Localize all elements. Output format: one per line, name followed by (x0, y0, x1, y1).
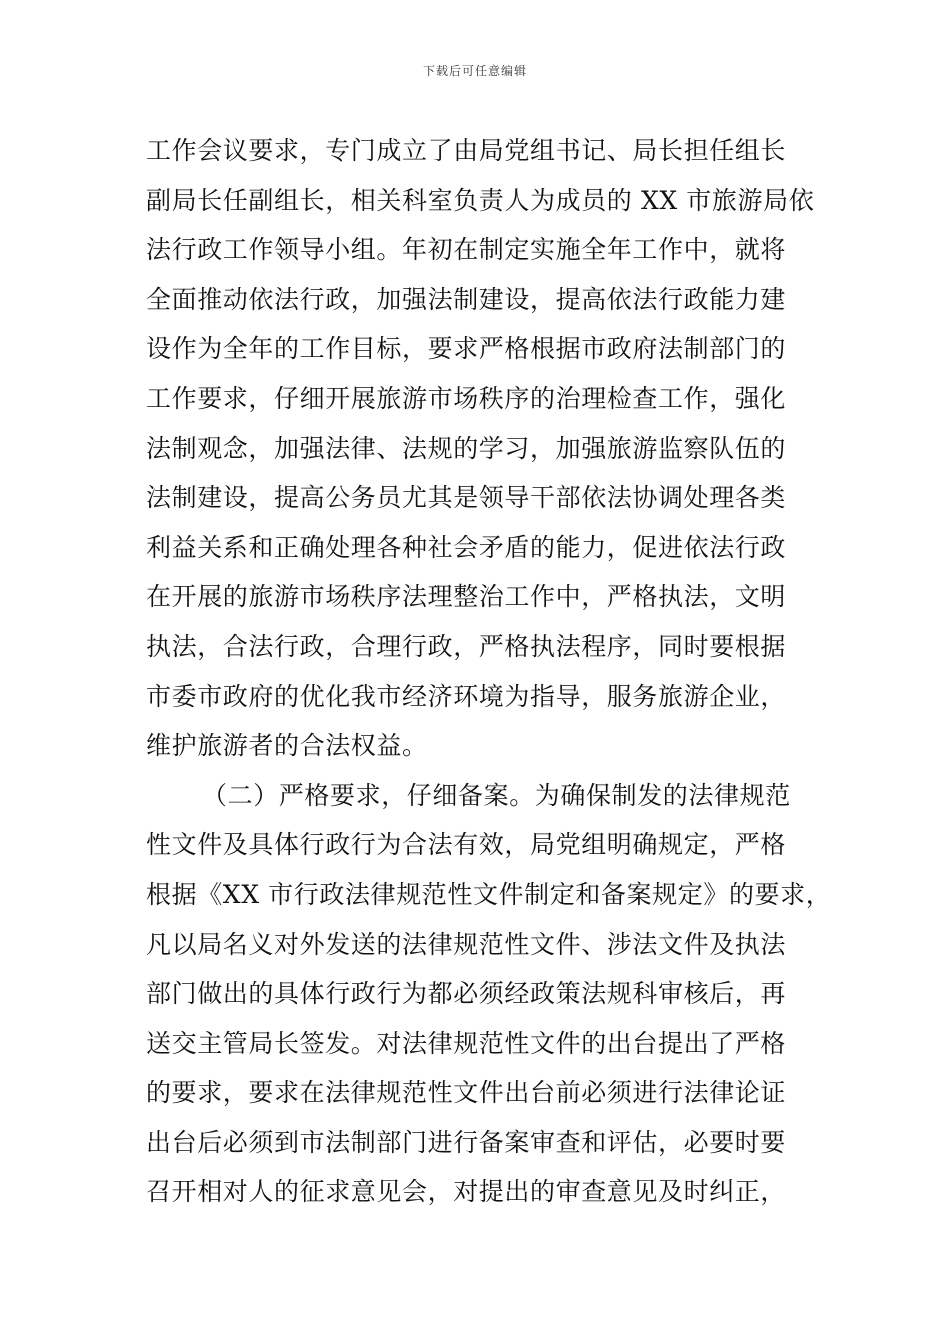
text-line: 利益关系和正确处理各种社会矛盾的能力，促进依法行政 (146, 532, 787, 562)
text-line: 送交主管局长签发。对法律规范性文件的出台提出了严格 (146, 1028, 787, 1058)
text-line: 工作要求，仔细开展旅游市场秩序的治理检查工作，强化 (146, 383, 787, 413)
text-line: 法制建设，提高公务员尤其是领导干部依法协调处理各类 (146, 483, 787, 513)
text-line: 维护旅游者的合法权益。 (146, 731, 428, 761)
text-line: 设作为全年的工作目标，要求严格根据市政府法制部门的 (146, 334, 787, 364)
document-body (146, 126, 832, 1217)
text-line: 法制观念，加强法律、法规的学习，加强旅游监察队伍的 (146, 433, 787, 463)
section-heading-line: （二）严格要求，仔细备案。为确保制发的法律规范 (202, 780, 791, 810)
text-line: 的要求，要求在法律规范性文件出台前必须进行法律论证 (146, 1078, 787, 1108)
text-line: 市委市政府的优化我市经济环境为指导，服务旅游企业， (146, 681, 787, 711)
text-line: 性文件及具体行政行为合法有效，局党组明确规定，严格 (146, 830, 787, 860)
text-line: 全面推动依法行政，加强法制建设，提高依法行政能力建 (146, 284, 787, 314)
text-line: 在开展的旅游市场秩序法理整治工作中，严格执法，文明 (146, 582, 787, 612)
text-line: 出台后必须到市法制部门进行备案审查和评估，必要时要 (146, 1127, 787, 1157)
text-line: 工作会议要求，专门成立了由局党组书记、局长担任组长 (146, 136, 787, 165)
text-line: 副局长任副组长，相关科室负责人为成员的 XX 市旅游局依 (146, 185, 815, 215)
text-line: 根据《XX 市行政法律规范性文件制定和备案规定》的要求， (146, 879, 832, 909)
text-line: 凡以局名义对外发送的法律规范性文件、涉法文件及执法 (146, 929, 787, 959)
text-line: 召开相对人的征求意见会，对提出的审查意见及时纠正， (146, 1177, 787, 1207)
text-line: 执法，合法行政，合理行政，严格执法程序，同时要根据 (146, 631, 787, 661)
text-line: 部门做出的具体行政行为都必须经政策法规科审核后，再 (146, 979, 787, 1009)
header-note: 下载后可任意编辑 (422, 64, 527, 78)
text-line: 法行政工作领导小组。年初在制定实施全年工作中，就将 (146, 235, 787, 265)
